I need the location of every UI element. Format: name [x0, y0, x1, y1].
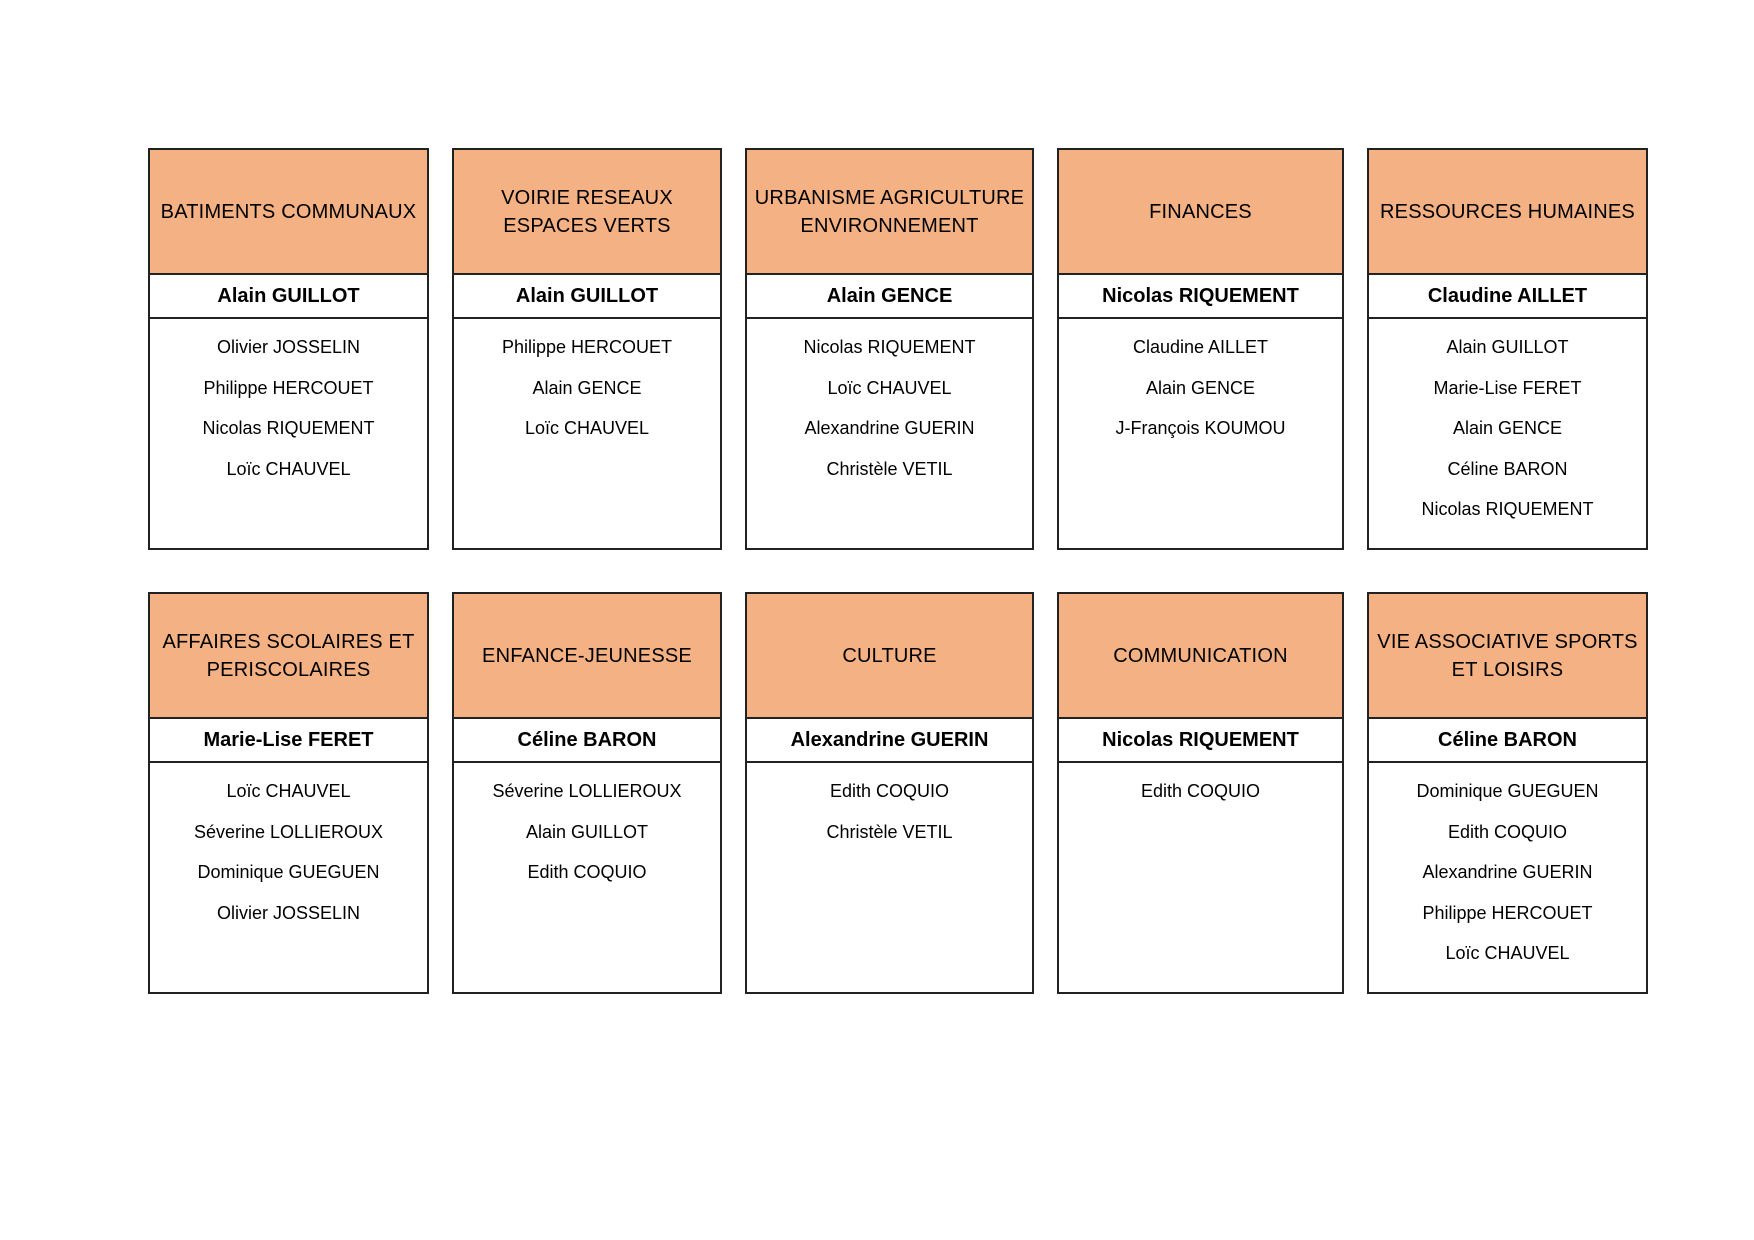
commission-members [1059, 319, 1342, 449]
member-item: Séverine LOLLIEROUX [492, 781, 682, 801]
commission-title: AFFAIRES SCOLAIRES ET PERISCOLAIRES [150, 594, 427, 719]
commission-members [454, 319, 720, 449]
member-item: Dominique GUEGUEN [197, 862, 380, 882]
commission-members [1369, 763, 1646, 974]
member-item: Philippe HERCOUET [501, 337, 673, 357]
member-item: Alain GUILLOT [525, 821, 649, 842]
commission-card-vie-associative [1367, 592, 1648, 994]
commission-title: VIE ASSOCIATIVE SPORTS ET LOISIRS [1369, 594, 1646, 719]
member-item: Nicolas RIQUEMENT [1421, 499, 1594, 519]
commission-leader: Claudine AILLET [1369, 275, 1646, 319]
member-item: Loïc CHAUVEL [226, 781, 351, 801]
commission-title: FINANCES [1059, 150, 1342, 275]
member-item: Nicolas RIQUEMENT [202, 418, 375, 438]
member-item: Alexandrine GUERIN [1422, 862, 1593, 882]
commission-card-voirie [452, 148, 722, 550]
member-item: Loïc CHAUVEL [524, 418, 650, 438]
member-item: Philippe HERCOUET [1422, 902, 1593, 923]
member-item: Claudine AILLET [1132, 337, 1269, 357]
commission-card-enfance-jeunesse [452, 592, 722, 994]
commission-card-ressources-humaines [1367, 148, 1648, 550]
commission-members [747, 763, 1032, 852]
member-item: Séverine LOLLIEROUX [193, 821, 384, 842]
member-item: Alain GENCE [532, 377, 642, 398]
commission-members [1369, 319, 1646, 530]
commission-leader: Nicolas RIQUEMENT [1059, 719, 1342, 763]
member-item: Christèle VETIL [826, 821, 953, 842]
commission-title: URBANISME AGRICULTURE ENVIRONNEMENT [747, 150, 1032, 275]
member-item: Nicolas RIQUEMENT [803, 337, 976, 357]
commission-leader: Céline BARON [454, 719, 720, 763]
commission-card-communication [1057, 592, 1344, 994]
commission-title: VOIRIE RESEAUX ESPACES VERTS [454, 150, 720, 275]
commission-leader: Alain GENCE [747, 275, 1032, 319]
commission-card-batiments [148, 148, 429, 550]
member-item: Loïc CHAUVEL [226, 458, 351, 479]
commission-card-culture [745, 592, 1034, 994]
commission-title: COMMUNICATION [1059, 594, 1342, 719]
member-item: Alain GUILLOT [1446, 337, 1569, 357]
member-item: Edith COQUIO [527, 862, 647, 882]
member-item: Marie-Lise FERET [1433, 377, 1582, 398]
member-item: Alain GENCE [1145, 377, 1256, 398]
commission-leader: Alain GUILLOT [150, 275, 427, 319]
member-item: Alexandrine GUERIN [804, 418, 975, 438]
commission-leader: Alain GUILLOT [454, 275, 720, 319]
member-item: Edith COQUIO [1447, 821, 1568, 842]
commission-card-finances [1057, 148, 1344, 550]
member-item: Loïc CHAUVEL [827, 377, 952, 398]
commission-members [1059, 763, 1342, 812]
member-item: Dominique GUEGUEN [1416, 781, 1599, 801]
member-item: J-François KOUMOU [1115, 418, 1286, 438]
commission-leader: Céline BARON [1369, 719, 1646, 763]
member-item: Philippe HERCOUET [203, 377, 374, 398]
commission-leader: Nicolas RIQUEMENT [1059, 275, 1342, 319]
member-item: Edith COQUIO [829, 781, 950, 801]
member-item: Loïc CHAUVEL [1445, 943, 1570, 963]
commission-members [150, 319, 427, 489]
member-item: Alain GENCE [1452, 418, 1563, 438]
member-item: Christèle VETIL [826, 458, 953, 479]
commission-title: ENFANCE-JEUNESSE [454, 594, 720, 719]
commission-members [150, 763, 427, 933]
commission-members [454, 763, 720, 893]
member-item: Olivier JOSSELIN [216, 337, 361, 357]
commission-title: RESSOURCES HUMAINES [1369, 150, 1646, 275]
commission-title: BATIMENTS COMMUNAUX [150, 150, 427, 275]
member-item: Céline BARON [1447, 458, 1568, 479]
commission-leader: Marie-Lise FERET [150, 719, 427, 763]
commission-card-affaires-scolaires [148, 592, 429, 994]
commission-title: CULTURE [747, 594, 1032, 719]
commission-card-urbanisme [745, 148, 1034, 550]
member-item: Olivier JOSSELIN [216, 902, 361, 923]
commission-leader: Alexandrine GUERIN [747, 719, 1032, 763]
member-item: Edith COQUIO [1140, 781, 1261, 801]
commission-members [747, 319, 1032, 489]
